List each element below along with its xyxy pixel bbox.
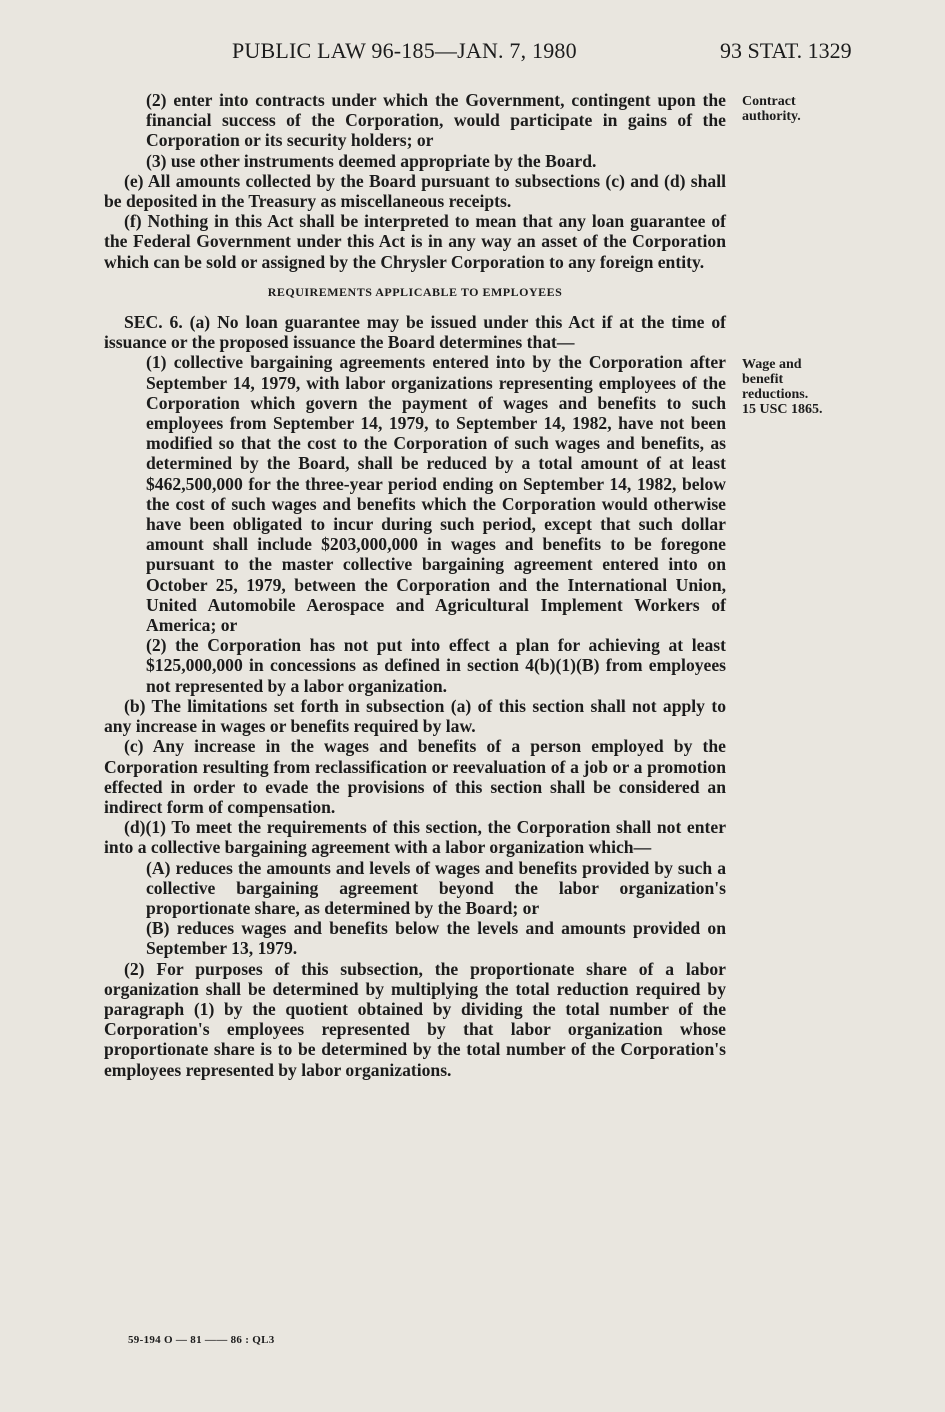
paragraph-sec6a: SEC. 6. (a) No loan guarantee may be issued under this Act if at the time of issuance or the proposed issuance the Board determines that— (104, 312, 726, 353)
section-heading: REQUIREMENTS APPLICABLE TO EMPLOYEES (267, 284, 563, 299)
paragraph-a2: (2) the Corporation has not put into effect a plan for achieving at least $125,000,000 in concessions as defined in section 4(b)(1)(B) from employees not represented by a labor organization. (146, 635, 726, 696)
page-footer: 59-194 O — 81 —— 86 : QL3 (128, 1334, 275, 1346)
margin-note-line: Contract (742, 94, 796, 109)
page-header (0, 38, 945, 78)
body-text (104, 90, 726, 1080)
header-stat-citation: 93 STAT. 1329 (720, 38, 852, 63)
margin-note-line: benefit (742, 372, 784, 387)
paragraph-d1b: (B) reduces wages and benefits below the levels and amounts provided on September 13, 1979. (146, 918, 726, 959)
margin-note-contract-authority (742, 94, 852, 124)
margin-note-line: authority. (742, 109, 801, 124)
paragraph-a1: (1) collective bargaining agreements entered into by the Corporation after September 14, 1979, with labor organizations representing employees of the Corporation which govern the payment of wages and benefits to such employees from September 14, 1979, to September 14, 1982, have not been modified so that the cost to the Corporation of such wages and benefits, as determined by the Board, shall be reduced by a total amount of at least $462,500,000 for the three-year period ending on September 14, 1982, below the cost of such wages and benefits which the Corporation would otherwise have been obligated to incur during such period, except that such dollar amount shall include $203,000,000 in wages and benefits to be foregone pursuant to the master collective bargaining agreement entered into on October 25, 1979, between the Corporation and the International Union, United Automobile Aerospace and Agricultural Implement Workers of America; or (146, 352, 726, 636)
paragraph-b: (b) The limitations set forth in subsection (a) of this section shall not apply to any increase in wages or benefits required by law. (104, 695, 726, 737)
paragraph-d1a: (A) reduces the amounts and levels of wages and benefits provided by such a collective bargaining agreement beyond the labor organization's proportionate share, as determined by the Board; or (146, 857, 726, 918)
paragraph-d1: (d)(1) To meet the requirements of this section, the Corporation shall not enter into a collective bargaining agreement with a labor organization which— (104, 817, 726, 858)
paragraph-e: (e) All amounts collected by the Board pursuant to subsections (c) and (d) shall be deposited in the Treasury as miscellaneous receipts. (104, 170, 726, 212)
paragraph-c3: (3) use other instruments deemed appropriate by the Board. (146, 150, 597, 171)
paragraph-c2: (2) enter into contracts under which the Government, contingent upon the financial success of the Corporation, would participate in gains of the Corporation or its security holders; or (146, 90, 726, 151)
paragraph-f: (f) Nothing in this Act shall be interpreted to mean that any loan guarantee of the Federal Government under this Act is in any way an asset of the Corporation which can be sold or assigned by the Chrysler Corporation to any foreign entity. (104, 211, 726, 272)
header-title: PUBLIC LAW 96-185—JAN. 7, 1980 (232, 38, 577, 63)
paragraph-d2: (2) For purposes of this subsection, the proportionate share of a labor organization shall be determined by multiplying the total reduction required by paragraph (1) by the quotient obtained by dividing the total number of the Corporation's employees represented by that labor organization whose proportionate share is to be determined by the total number of the Corporation's employees represented by labor organizations. (104, 958, 726, 1080)
paragraph-c: (c) Any increase in the wages and benefits of a person employed by the Corporation resulting from reclassification or reevaluation of a job or a promotion effected in order to evade the provisions of this section shall be considered an indirect form of compensation. (104, 736, 726, 817)
margin-note-line: 15 USC 1865. (742, 402, 823, 417)
margin-note-line: Wage and (742, 357, 802, 372)
margin-note-line: reductions. (742, 387, 809, 402)
margin-note-wage-benefit (742, 357, 852, 417)
